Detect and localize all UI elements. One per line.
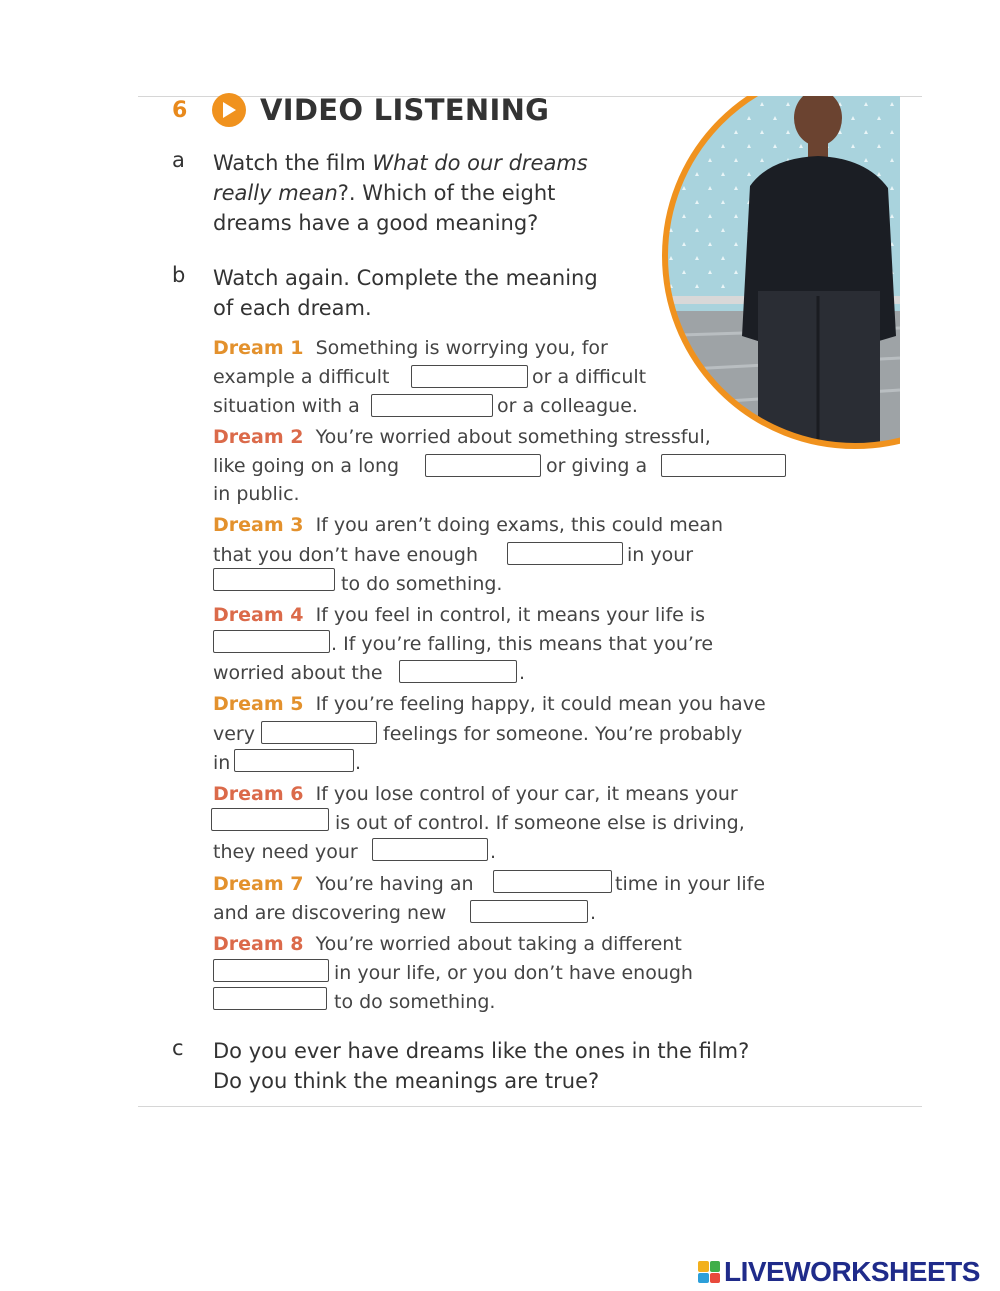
part-c-question: Do you ever have dreams like the ones in the film? Do you think the meanings are true?: [213, 1039, 750, 1093]
answer-field-13[interactable]: [493, 870, 612, 893]
part-b-letter: b: [172, 263, 186, 287]
answer-field-15[interactable]: [213, 959, 329, 982]
dream-5-line-1: Dream 5 If you’re feeling happy, it could mean you have: [213, 693, 766, 715]
dream-5-line-3: in: [213, 752, 231, 774]
dream-1-line-3: situation with a: [213, 395, 360, 417]
liveworksheets-logo-icon: [698, 1261, 720, 1283]
dream-label: Dream 1: [213, 337, 304, 359]
bottom-divider: [138, 1106, 922, 1107]
dream-6-line-2: is out of control. If someone else is driving,: [335, 812, 745, 834]
dream-7-line-1: Dream 7 You’re having an: [213, 873, 474, 895]
dream-label: Dream 8: [213, 933, 304, 955]
dream-4-line-3: worried about the: [213, 662, 383, 684]
answer-field-6[interactable]: [213, 568, 335, 591]
dream-label: Dream 6: [213, 783, 304, 805]
answer-field-11[interactable]: [211, 808, 329, 831]
dream-label: Dream 5: [213, 693, 304, 715]
dream-1-line-2b: or a difficult: [532, 366, 647, 388]
answer-field-1[interactable]: [411, 365, 528, 388]
dream-7-line-2: and are discovering new: [213, 902, 447, 924]
part-b-instructions: Watch again. Complete the meaning of each dream.: [213, 266, 598, 320]
liveworksheets-brand: [698, 1256, 980, 1288]
section-title: VIDEO LISTENING: [260, 93, 550, 127]
dream-3-line-2b: in your: [627, 544, 694, 566]
dream-4-line-3b: .: [519, 662, 526, 684]
answer-field-14[interactable]: [470, 900, 588, 923]
part-c-letter: c: [172, 1036, 184, 1060]
answer-field-5[interactable]: [507, 542, 623, 565]
dream-3-line-1: Dream 3 If you aren’t doing exams, this could mean: [213, 514, 724, 536]
dream-8-line-3: to do something.: [334, 991, 496, 1013]
answer-field-8[interactable]: [399, 660, 517, 683]
dream-6-line-1: Dream 6 If you lose control of your car, it means your: [213, 783, 738, 805]
dream-6-line-3b: .: [490, 841, 497, 863]
dream-3-line-2: that you don’t have enough: [213, 544, 478, 566]
dream-1-line-1: Dream 1 Something is worrying you, for: [213, 337, 608, 359]
answer-field-3[interactable]: [425, 454, 541, 477]
dream-7-line-1b: time in your life: [615, 873, 766, 895]
dream-label: Dream 2: [213, 426, 304, 448]
dream-3-line-3: to do something.: [341, 573, 503, 595]
dream-1-line-3b: or a colleague.: [497, 395, 638, 417]
part-a-instructions: Watch the film What do our dreams really mean?. Which of the eight dreams have a good meaning?: [213, 151, 588, 235]
dream-8-line-2: in your life, or you don’t have enough: [334, 962, 693, 984]
dream-5-line-2: very: [213, 723, 255, 745]
answer-field-10[interactable]: [234, 749, 354, 772]
answer-field-16[interactable]: [213, 987, 327, 1010]
section-number: 6: [172, 97, 188, 123]
dream-8-line-1: Dream 8 You’re worried about taking a different: [213, 933, 682, 955]
answer-field-12[interactable]: [372, 838, 488, 861]
dream-6-line-3: they need your: [213, 841, 358, 863]
dream-label: Dream 3: [213, 514, 304, 536]
section-heading: [172, 92, 549, 128]
answer-field-9[interactable]: [261, 721, 377, 744]
dream-5-line-2b: feelings for someone. You’re probably: [383, 723, 743, 745]
answer-field-2[interactable]: [371, 394, 493, 417]
dream-2-line-2: like going on a long: [213, 455, 400, 477]
dream-2-line-2b: or giving a: [546, 455, 648, 477]
dream-2-line-3: in public.: [213, 483, 300, 505]
dream-7-line-2b: .: [590, 902, 597, 924]
dream-2-line-1: Dream 2 You’re worried about something stressful,: [213, 426, 711, 448]
dream-label: Dream 7: [213, 873, 304, 895]
answer-field-7[interactable]: [213, 630, 330, 653]
dream-label: Dream 4: [213, 604, 304, 626]
dream-4-line-1: Dream 4 If you feel in control, it means your life is: [213, 604, 706, 626]
part-a-letter: a: [172, 148, 185, 172]
dream-5-line-3b: .: [355, 752, 362, 774]
dream-4-line-2: . If you’re falling, this means that you’re: [331, 633, 714, 655]
photo-man-in-room: [650, 96, 900, 452]
play-icon: [212, 93, 246, 127]
brand-text: LIVEWORKSHEETS: [724, 1256, 980, 1287]
dream-1-line-2: example a difficult: [213, 366, 390, 388]
answer-field-4[interactable]: [661, 454, 786, 477]
